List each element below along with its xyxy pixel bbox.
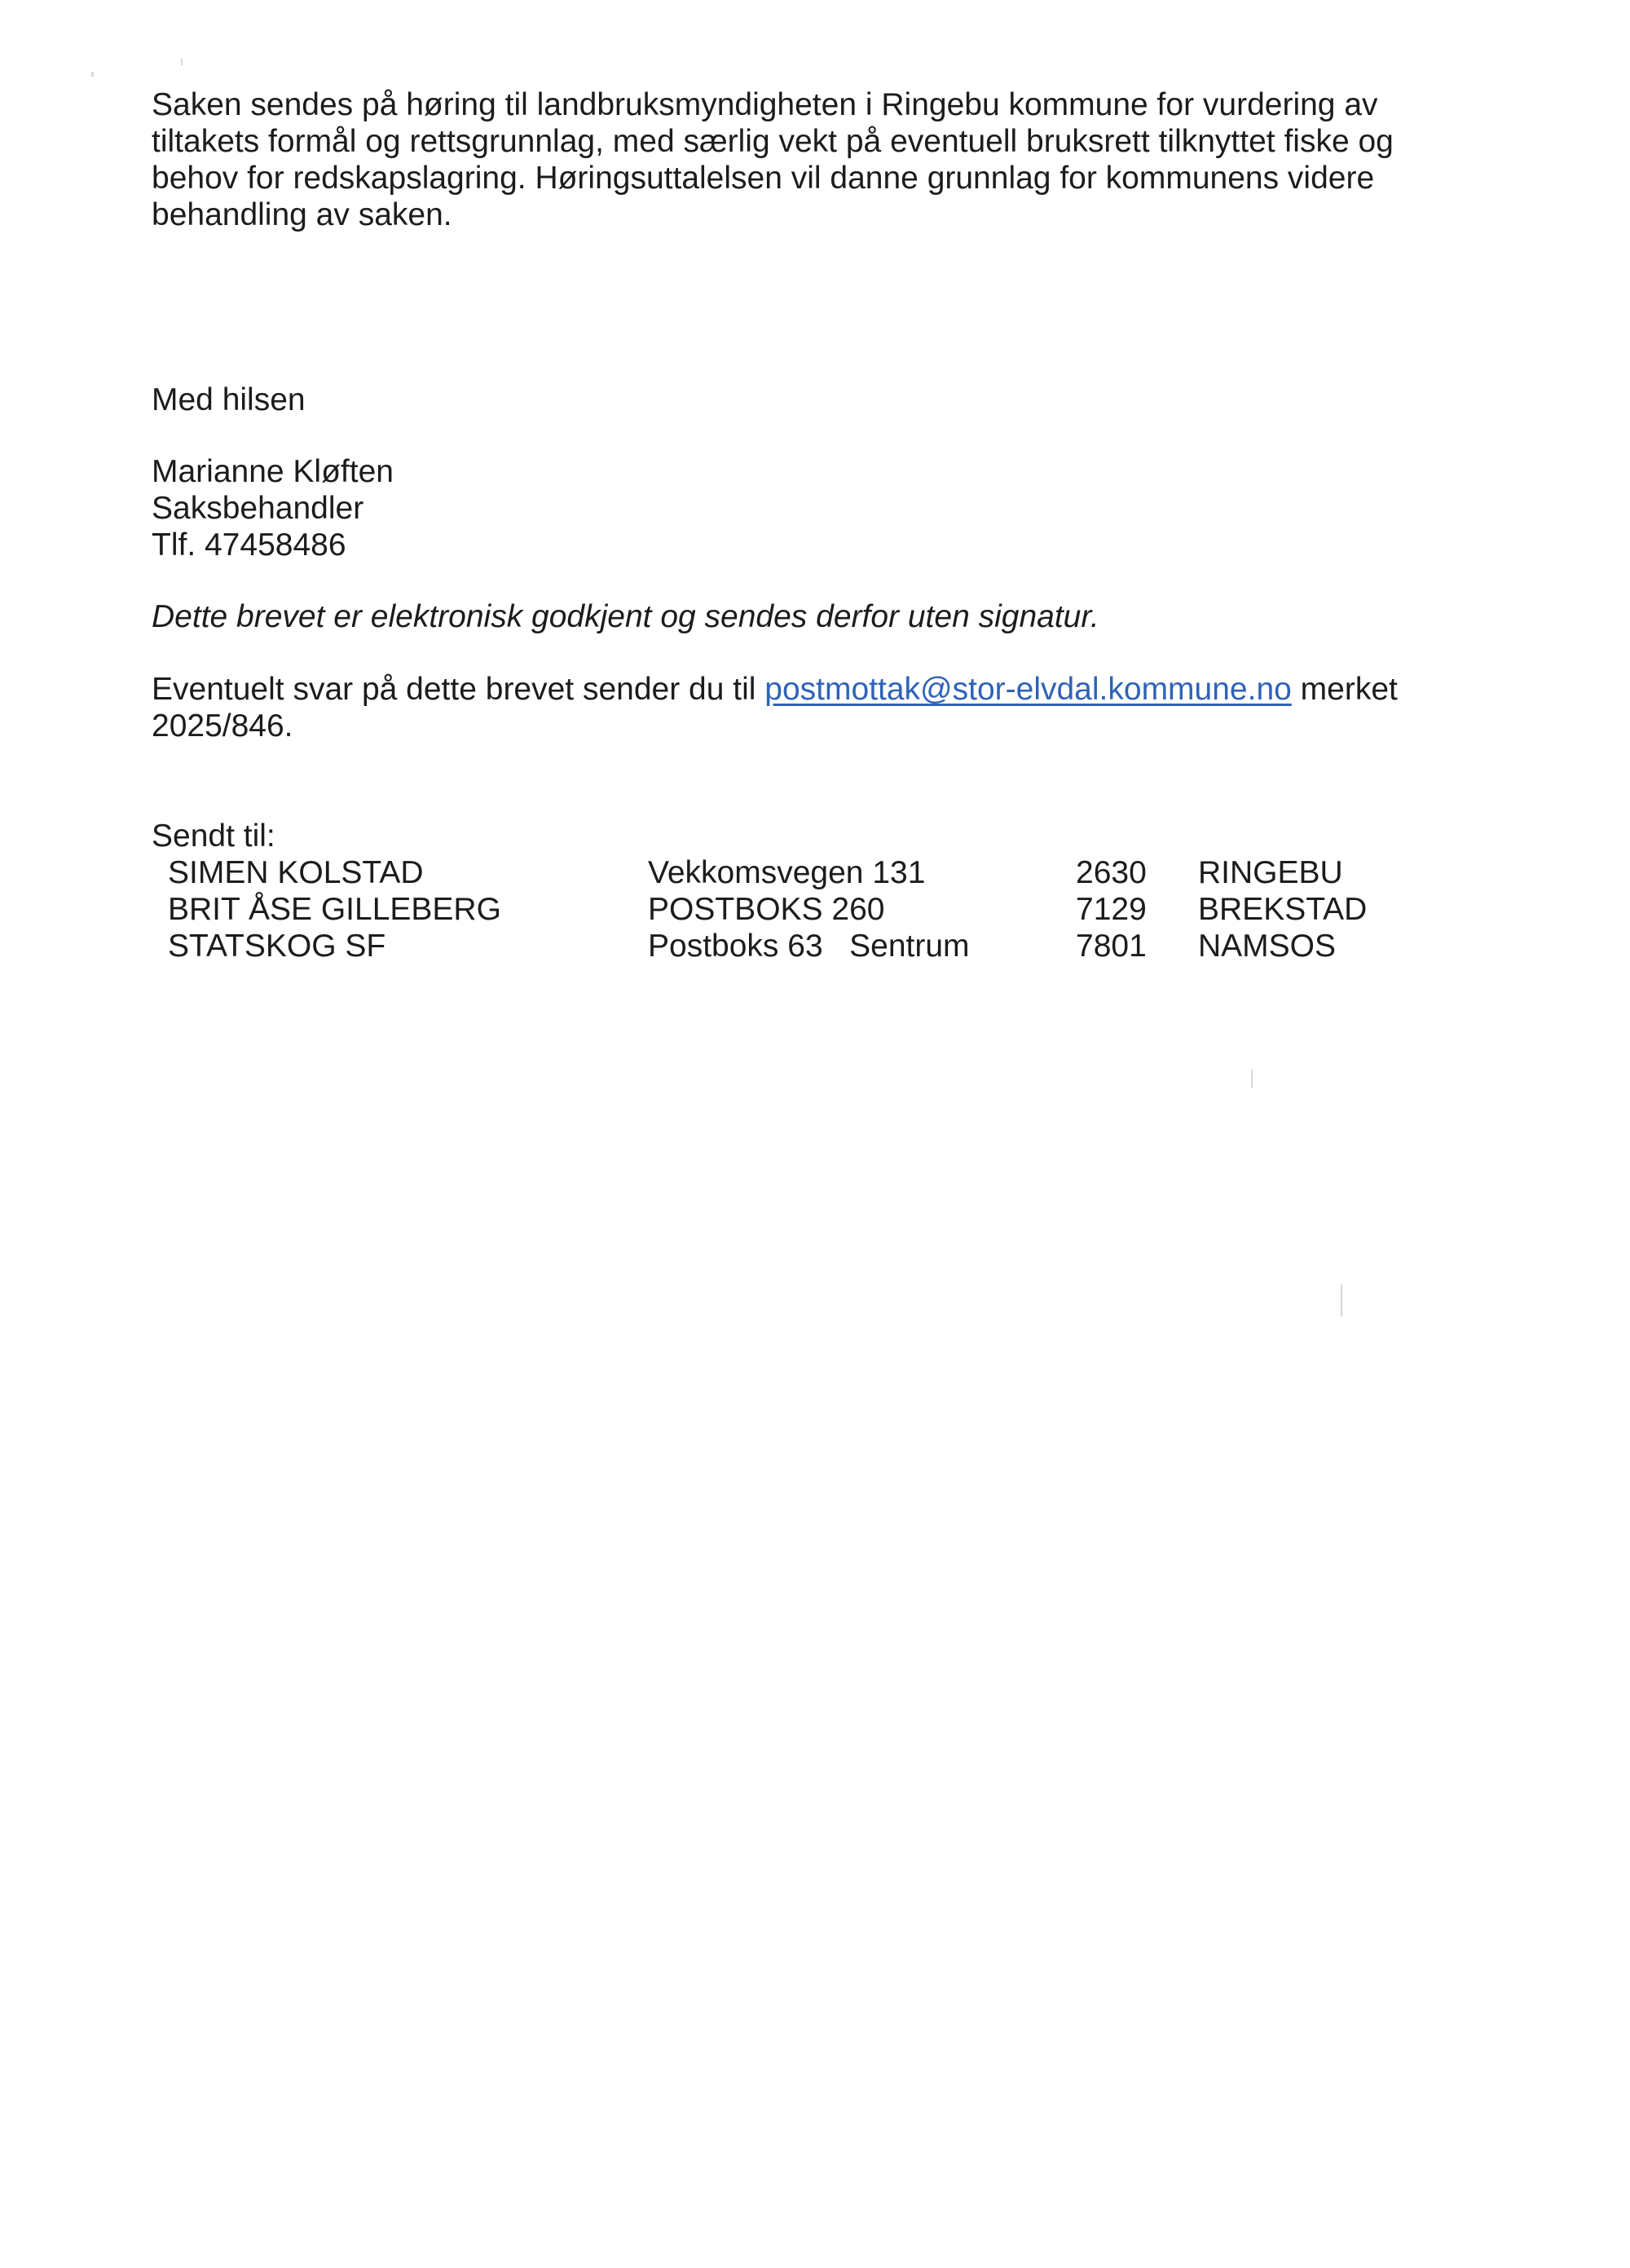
recipient-name: STATSKOG SF [168, 929, 386, 964]
recipients-label: Sendt til: [152, 819, 275, 854]
recipient-street: Vekkomsvegen 131 [648, 855, 926, 890]
recipients-list [0, 854, 1630, 964]
closing-greeting: Med hilsen [152, 382, 306, 417]
intro-line: Saken sendes på høring til landbruksmyndigheten i Ringebu kommune for vurdering av [152, 87, 1378, 122]
recipient-row [0, 854, 1630, 891]
recipient-name: BRIT ÅSE GILLEBERG [168, 892, 501, 927]
scan-speck [1341, 1284, 1342, 1317]
recipient-street: Postboks 63 Sentrum [648, 929, 970, 964]
signer-name: Marianne Kløften [152, 454, 394, 489]
intro-line: tiltakets formål og rettsgrunnlag, med særlig vekt på eventuell bruksrett tilknyttet fiske og [152, 124, 1394, 159]
signer-block [152, 453, 394, 563]
scan-speck [91, 72, 94, 77]
reply-reference: 2025/846. [152, 708, 293, 743]
recipient-city: NAMSOS [1198, 929, 1337, 964]
intro-line: behandling av saken. [152, 197, 452, 232]
recipient-row [0, 928, 1630, 964]
intro-line: behov for redskapslagring. Høringsuttalelsen vil danne grunnlag for kommunens videre [152, 161, 1375, 196]
scan-speck [1251, 1070, 1253, 1088]
recipient-zip: 2630 [1076, 855, 1147, 890]
signer-title: Saksbehandler [152, 491, 364, 526]
recipient-city: BREKSTAD [1198, 892, 1368, 927]
scan-speck [181, 59, 183, 65]
reply-paragraph [152, 671, 1398, 744]
recipient-zip: 7129 [1076, 892, 1147, 927]
reply-suffix: merket [1300, 672, 1398, 707]
recipient-street: POSTBOKS 260 [648, 892, 885, 927]
intro-paragraph [152, 86, 1456, 233]
recipient-city: RINGEBU [1198, 855, 1343, 890]
reply-email-link[interactable]: postmottak@stor-elvdal.kommune.no [764, 672, 1292, 707]
recipient-row [0, 891, 1630, 928]
recipient-name: SIMEN KOLSTAD [168, 855, 424, 890]
signer-phone: Tlf. 47458486 [152, 527, 346, 563]
reply-prefix: Eventuelt svar på dette brevet sender du til [152, 672, 756, 707]
recipient-zip: 7801 [1076, 929, 1147, 964]
signature-disclaimer: Dette brevet er elektronisk godkjent og sendes derfor uten signatur. [152, 599, 1099, 634]
